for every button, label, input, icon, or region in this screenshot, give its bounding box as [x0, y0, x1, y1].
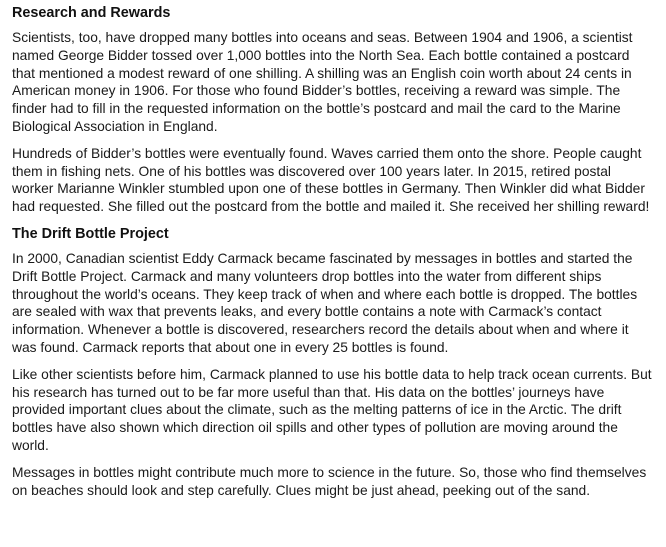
paragraph: Hundreds of Bidder’s bottles were eventually found. Waves carried them onto the shore. People caught them in fishing nets. One of his bottles was discovered over 100 years later. In 2015, retired postal worker Marianne Winkler stumbled upon one of these bottles in Germany. Then Winkler did what Bidder had requested. She filled out the postcard from the bottle and mailed it. She received her shilling reward! [12, 145, 650, 215]
section-drift-bottle-project [12, 225, 656, 499]
section-heading: Research and Rewards [12, 5, 171, 21]
paragraph: Scientists, too, have dropped many bottles into oceans and seas. Between 1904 and 1906, a scientist named George Bidder tossed over 1,000 bottles into the North Sea. Each bottle contained a postcard that mentioned a modest reward of one shilling. A shilling was an English coin worth about 24 cents in American money in 1906. For those who found Bidder’s bottles, receiving a reward was simple. The finder had to fill in the requested information on the bottle’s postcard and mail the card to the Marine Biological Association in England. [12, 30, 633, 134]
section-research-and-rewards [12, 4, 656, 216]
paragraph: Messages in bottles might contribute much more to science in the future. So, those who find themselves on beaches should look and step carefully. Clues might be just ahead, peeking out of the sand. [12, 464, 647, 498]
paragraph: In 2000, Canadian scientist Eddy Carmack became fascinated by messages in bottles and started the Drift Bottle Project. Carmack and many volunteers drop bottles into the water from different ships throughout the world’s oceans. They keep track of when and where each bottle is dropped. The bottles are sealed with wax that prevents leaks, and every bottle contains a note with Carmack’s contact information. Whenever a bottle is discovered, researchers record the details about when and where it was found. Carmack reports that about one in every 25 bottles is found. [12, 250, 638, 355]
section-heading: The Drift Bottle Project [12, 225, 169, 242]
paragraph: Like other scientists before him, Carmack planned to use his bottle data to help track ocean currents. But his research has turned out to be far more useful than that. His data on the bottles’ journeys have provided important clues about the climate, such as the melting patterns of ice in the Arctic. The drift bottles have also shown which direction oil spills and other types of pollution are moving around the world. [12, 366, 652, 453]
